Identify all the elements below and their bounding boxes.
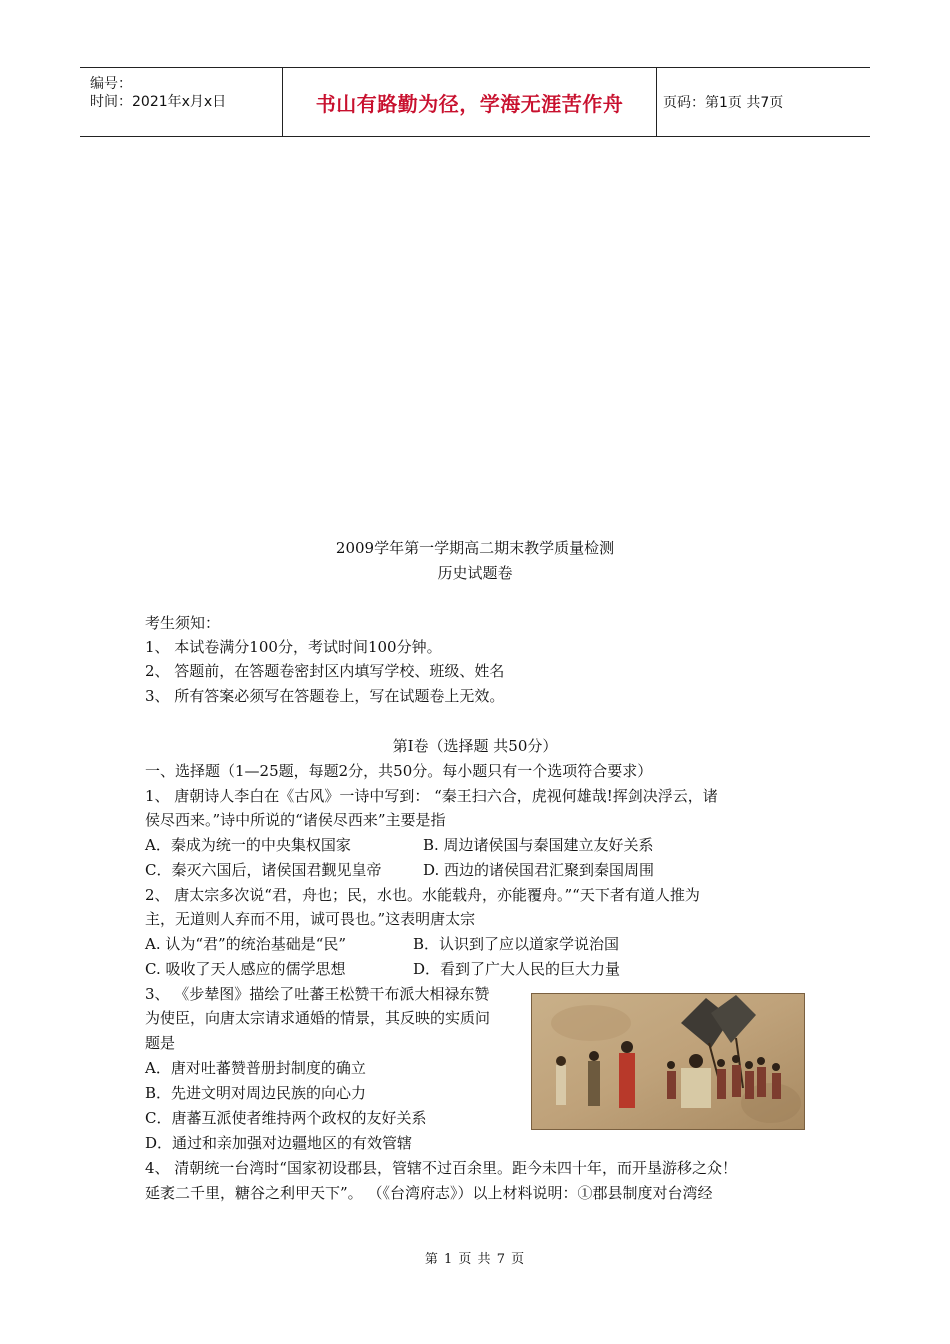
- notice-item: 1、 本试卷满分100分，考试时间100分钟。: [145, 638, 442, 656]
- question-2-line: 2、 唐太宗多次说“君，舟也；民，水也。水能载舟，亦能覆舟。”“天下者有道人推为: [145, 886, 700, 904]
- number-label: 编号：: [90, 76, 132, 92]
- section-title: 第I卷（选择题 共50分）: [392, 737, 558, 755]
- q3-option-a: A．唐对吐蕃赞普册封制度的确立: [145, 1059, 366, 1077]
- page-header: [80, 67, 870, 137]
- header-meta-cell: [80, 68, 283, 136]
- question-4-line: 延袤二千里，糖谷之利甲天下”。 （《台湾府志》）以上材料说明：①郡县制度对台湾经: [145, 1184, 713, 1202]
- time-label: 时间：2021年x月x日: [90, 94, 227, 110]
- question-1-line: 侯尽西来。”诗中所说的“诸侯尽西来”主要是指: [145, 811, 446, 829]
- q1-option-a: A．秦成为统一的中央集权国家: [145, 836, 351, 854]
- q1-option-c: C．秦灭六国后，诸侯国君觐见皇帝: [145, 861, 382, 879]
- question-3-line: 题是: [145, 1034, 176, 1052]
- question-3-line: 3、 《步辇图》描绘了吐蕃王松赞干布派大相禄东赞: [145, 985, 490, 1003]
- q2-option-b: B．认识到了应以道家学说治国: [413, 935, 620, 953]
- q1-option-b: B. 周边诸侯国与秦国建立友好关系: [423, 836, 654, 854]
- q2-option-a: A. 认为“君”的统治基础是“民”: [145, 935, 347, 953]
- section-instructions: 一、选择题（1—25题，每题2分，共50分。每小题只有一个选项符合要求）: [145, 762, 653, 780]
- exam-title: 2009学年第一学期高二期末教学质量检测: [335, 539, 615, 557]
- page-footer: 第 1 页 共 7 页: [424, 1252, 526, 1267]
- page-label: 页码：第1页 共7页: [663, 95, 784, 111]
- question-3-line: 为使臣，向唐太宗请求通婚的情景，其反映的实质问: [145, 1009, 491, 1027]
- notice-title: 考生须知：: [145, 614, 221, 632]
- painting-illustration: [531, 993, 805, 1130]
- exam-subtitle: 历史试题卷: [437, 564, 513, 582]
- q3-option-c: C．唐蕃互派使者维持两个政权的友好关系: [145, 1109, 427, 1127]
- header-motto-cell: [283, 68, 657, 136]
- painting-image: [531, 993, 805, 1130]
- question-2-line: 主，无道则人弃而不用，诚可畏也。”这表明唐太宗: [145, 910, 476, 928]
- q1-option-d: D. 西边的诸侯国君汇聚到秦国周围: [423, 861, 655, 879]
- notice-item: 2、 答题前，在答题卷密封区内填写学校、班级、姓名: [145, 662, 505, 680]
- q2-option-d: D．看到了广大人民的巨大力量: [413, 960, 621, 978]
- q3-option-d: D．通过和亲加强对边疆地区的有效管辖: [145, 1134, 413, 1152]
- question-4-line: 4、 清朝统一台湾时“国家初设郡县，管辖不过百余里。距今未四十年，而开垦游移之众！: [145, 1159, 737, 1177]
- q3-option-b: B．先进文明对周边民族的向心力: [145, 1084, 367, 1102]
- motto-text: 书山有路勤为径，学海无涯苦作舟: [315, 91, 624, 116]
- question-1-line: 1、 唐朝诗人李白在《古风》一诗中写到： “秦王扫六合，虎视何雄哉!挥剑决浮云，诸: [145, 787, 718, 805]
- q2-option-c: C. 吸收了天人感应的儒学思想: [145, 960, 346, 978]
- notice-item: 3、 所有答案必须写在答题卷上，写在试题卷上无效。: [145, 687, 505, 705]
